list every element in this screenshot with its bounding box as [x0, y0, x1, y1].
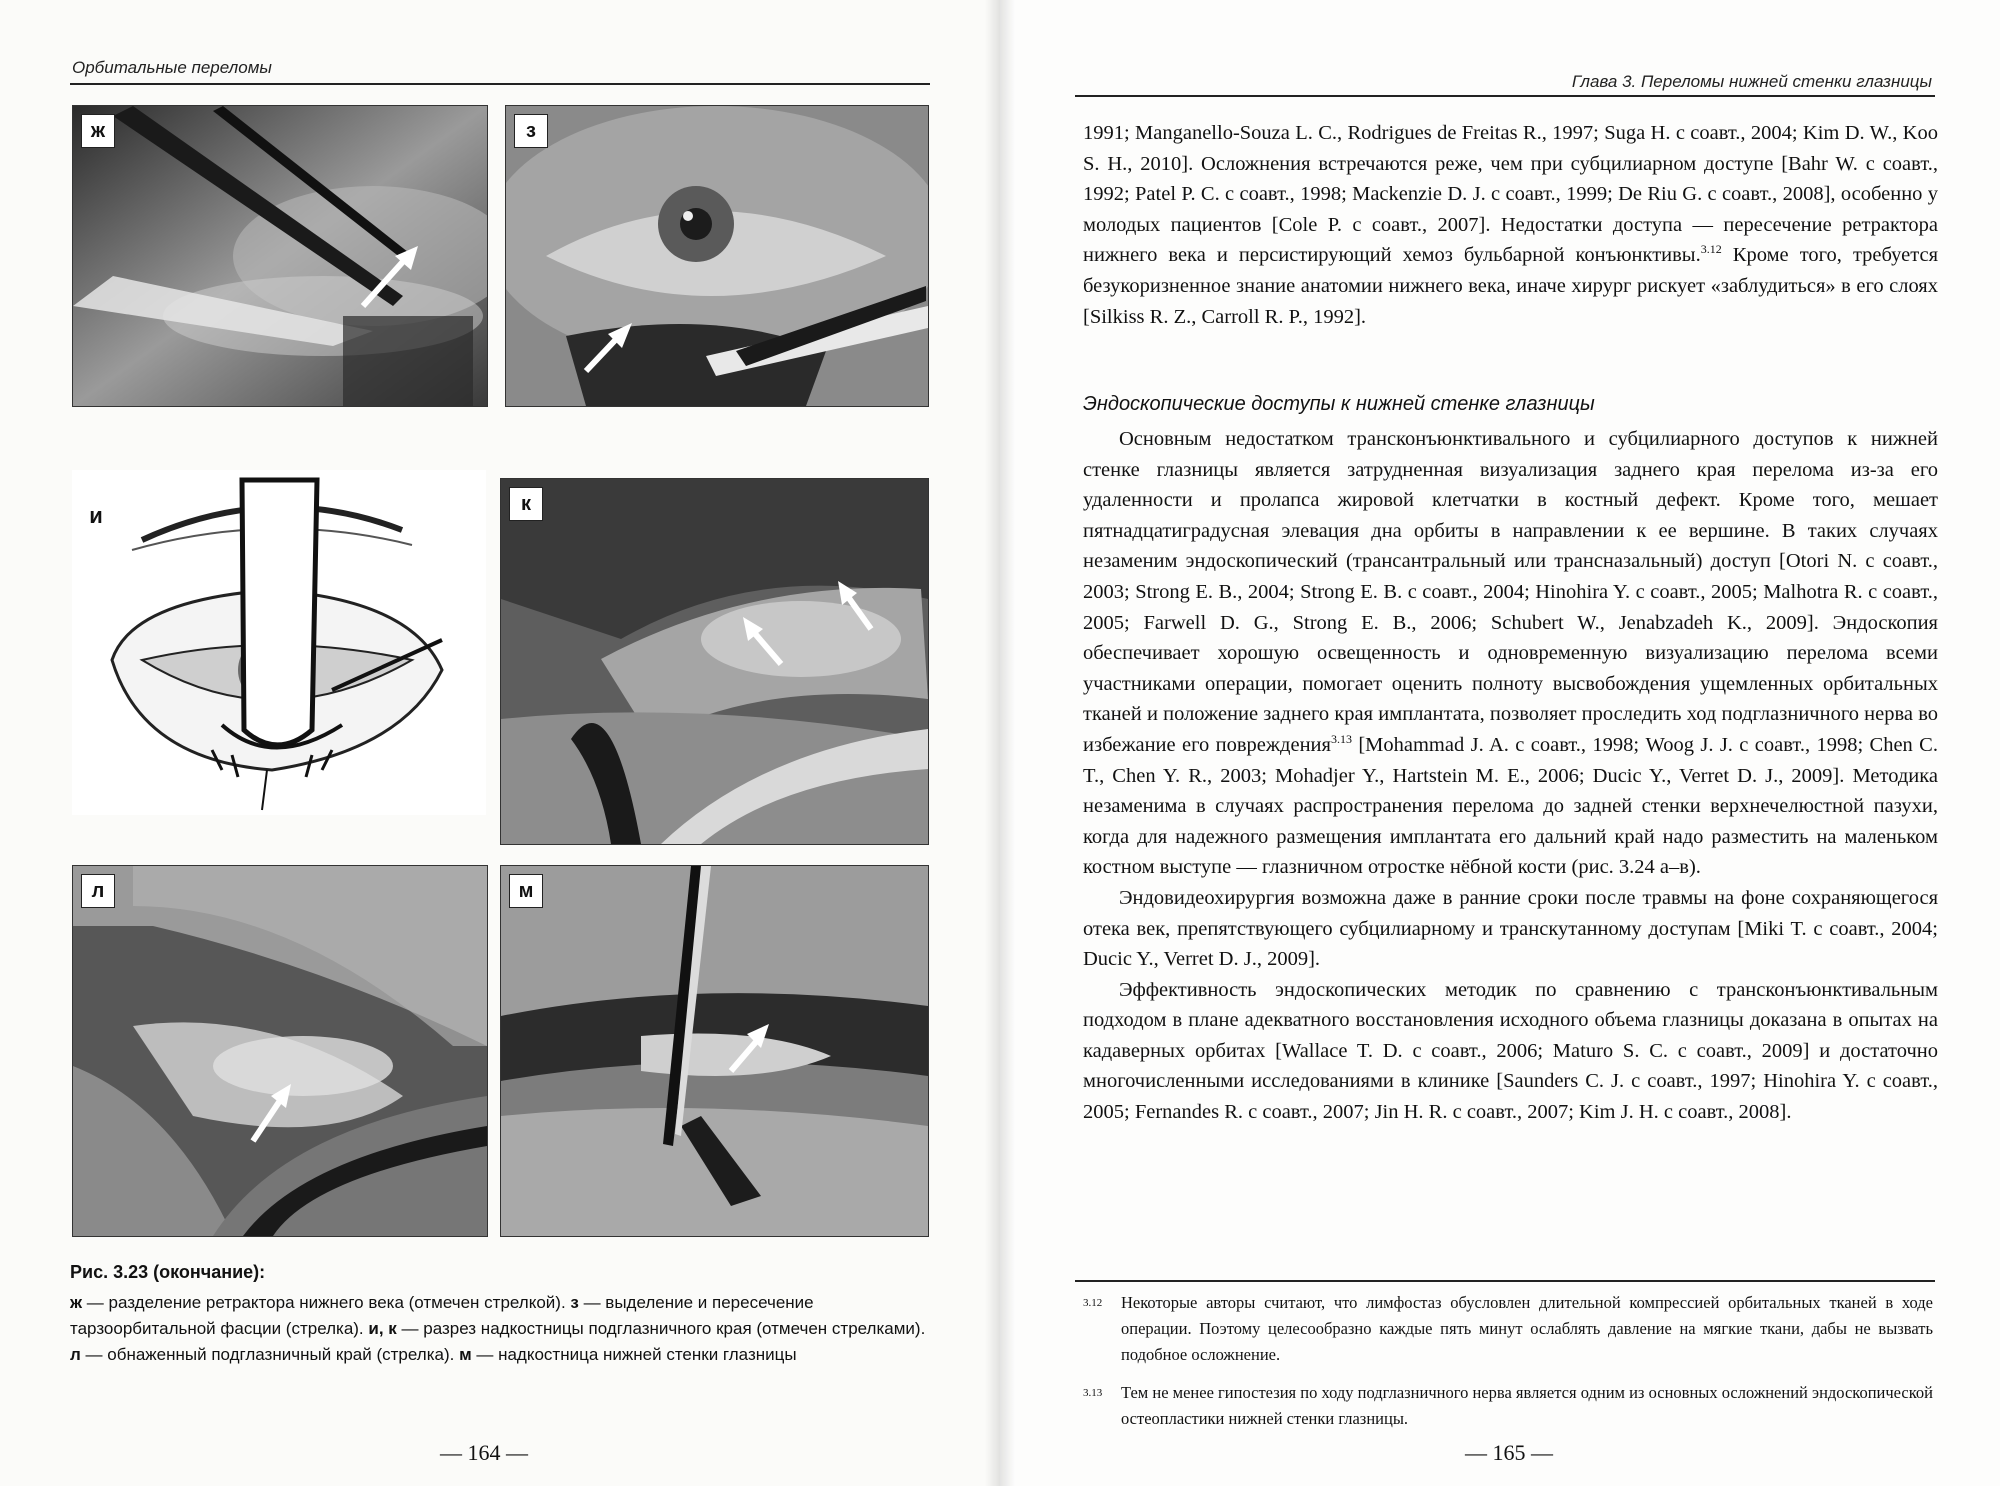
page-number-right: — 165 — [1465, 1440, 1553, 1465]
book-gutter [985, 0, 1015, 1486]
paragraph-2: Эндовидеохирургия возможна даже в ранние сроки после травмы на фоне сохраняющегося отека век, препятствующего субцилиарному и транскутанному доступам [Miki T. с соавт., 2004; Ducic Y., Verret D. J., 2009]. [1083, 886, 1938, 971]
running-head-left: Орбитальные переломы [72, 58, 272, 77]
paragraph-1-text-a: Основным недостатком трансконъюнктивального и субцилиарного доступов к нижней стенке глазницы является затрудненная визуализация заднего края перелома из-за его удаленности и пролапса жировой клетчатки в костный дефект. Кроме того, мешает пятнадцатиградусная элевация дна орбиты в направлении к ее вершине. В таких случаях незаменим эндоскопический (трансантральный или трансназальный) доступ [Otori N. с соавт., 2003; Strong E. B., 2004; Strong E. B. с соавт., 2004; Hinohira Y. с соавт., 2005; Malhotra R. с соавт., 2005; Farwell D. G., Strong E. B., 2006; Schubert W., Jenabzadeh K., 2009]. Эндоскопия обеспечивает хорошую освещенность и одновременную визуализацию перелома всеми участниками операции, помогает оценить полноту высвобождения ущемленных орбитальных тканей и положение заднего края имплантата, позволяет проследить ход подглазничного нерва во избежание его повреждения [1083, 428, 1938, 756]
figure-panel-l [72, 865, 488, 1237]
caption-key-ik: и, к [368, 1319, 397, 1338]
footnote-ref-313[interactable]: 3.13 [1330, 732, 1352, 747]
caption-text-m: — надкостница нижней стенки глазницы [471, 1345, 797, 1364]
panel-label-z: з [514, 114, 548, 148]
caption-text-l: — обнаженный подглазничный край (стрелка). [80, 1345, 460, 1364]
photo-zh-image [73, 106, 487, 406]
caption-text-ik: — разрез надкостницы подглазничного края (отмечен стрелками). [396, 1319, 926, 1338]
photo-z-image [506, 106, 928, 406]
footnote-rule [1075, 1280, 1935, 1282]
photo-l-image [73, 866, 487, 1236]
footnote-text: Некоторые авторы считают, что лимфостаз обусловлен длительной компрессией орбитальных тканей в ходе операции. Поэтому целесообразно каждые пять минут ослаблять давление на мягкие ткани, дабы не вызвать подобное осложнение. [1121, 1293, 1933, 1364]
footnote-mark: 3.12 [1083, 1297, 1103, 1309]
figure-panel-m [500, 865, 929, 1237]
caption-key-m: м [459, 1345, 472, 1364]
footnote-ref-312[interactable]: 3.12 [1700, 242, 1722, 257]
section-body [1083, 424, 1938, 1128]
footnote-313 [1083, 1380, 1933, 1432]
paragraph-3: Эффективность эндоскопических методик по сравнению с трансконъюнктивальным подходом в плане адекватного восстановления исходного объема глазницы доказана в опытах на кадаверных орбитах [Wallace T. D. с соавт., 2006; Maturo S. C. с соавт., 2009] и достаточно многочисленными исследованиями в клинике [Saunders C. J. с соавт., 1997; Hinohira Y. с соавт., 2005; Fernandes R. с соавт., 2007; Jin H. R. с соавт., 2007; Kim J. H. с соавт., 2008]. [1083, 978, 1938, 1124]
intro-paragraph [1083, 118, 1938, 332]
paragraph-1 [1083, 424, 1938, 883]
panel-label-zh: ж [81, 114, 115, 148]
eye-retractor-drawing [72, 470, 486, 815]
figure-panel-k [500, 478, 929, 845]
header-rule-left [70, 83, 930, 85]
intro-text: 1991; Manganello-Souza L. C., Rodrigues de Freitas R., 1997; Suga H. с соавт., 2004; Kim D. W., Koo S. H., 2010]. Осложнения встречаются реже, чем при субцилиарном доступе [Bahr W. с соавт., 1992; Patel P. C. с соавт., 1998; Mackenzie D. J. с соавт., 1999; De Riu G. с соавт., 2008], особенно у молодых пациентов [Cole P. с соавт., 2007]. Недостатки доступа — пересечение ретрактора нижнего века и персистирующий хемоз бульбарной конъюнктивы. [1083, 122, 1938, 267]
panel-label-m: м [509, 874, 543, 908]
caption-key-l: л [70, 1345, 81, 1364]
footnotes [1083, 1290, 1933, 1444]
photo-k-image [501, 479, 928, 844]
caption-text-z: — выделение и пересечение тарзоорбитальной фасции (стрелка). [70, 1293, 814, 1338]
panel-label-k: к [509, 487, 543, 521]
figure-caption-title: Рис. 3.23 (окончание): [70, 1262, 266, 1282]
figure-panel-i [72, 470, 486, 815]
footnote-mark: 3.13 [1083, 1387, 1103, 1399]
caption-key-z: з [570, 1293, 579, 1312]
footnote-312 [1083, 1290, 1933, 1368]
caption-text-zh: — разделение ретрактора нижнего века (отмечен стрелкой). [82, 1293, 571, 1312]
footnote-text: Тем не менее гипостезия по ходу подглазничного нерва является одним из основных осложнений эндоскопической остеопластики нижней стенки глазницы. [1121, 1383, 1933, 1428]
caption-key-zh: ж [70, 1293, 83, 1312]
panel-label-i: и [89, 503, 103, 528]
running-head-right: Глава 3. Переломы нижней стенки глазницы [1571, 72, 1932, 91]
page-number-left: — 164 — [440, 1440, 528, 1465]
panel-label-l: л [81, 874, 115, 908]
figure-caption [70, 1290, 930, 1368]
section-subheading: Эндоскопические доступы к нижней стенке глазницы [1083, 393, 1595, 415]
paragraph-1-text-b: [Mohammad J. A. с соавт., 1998; Woog J. J. с соавт., 1998; Chen C. T., Chen Y. R., 2003; Mohadjer Y., Hartstein M. E., 2006; Ducic Y., Verret D. J., 2009]. Методика незаменима в случаях распространения перелома до задней стенки верхнечелюстной пазухи, когда для надежного размещения имплантата его дальний край надо разместить на маленьком костном выступе — глазничном отростке нёбной кости (рис. 3.24 а–в). [1083, 733, 1938, 879]
figure-panel-z [505, 105, 929, 407]
intro-tail: Кроме того, требуется безукоризненное знание анатомии нижнего века, иначе хирург рискует «заблудиться» в его слоях [Silkiss R. Z., Carroll R. P., 1992]. [1083, 244, 1939, 328]
figure-panel-zh [72, 105, 488, 407]
photo-m-image [501, 866, 928, 1236]
header-rule-right [1075, 95, 1935, 97]
